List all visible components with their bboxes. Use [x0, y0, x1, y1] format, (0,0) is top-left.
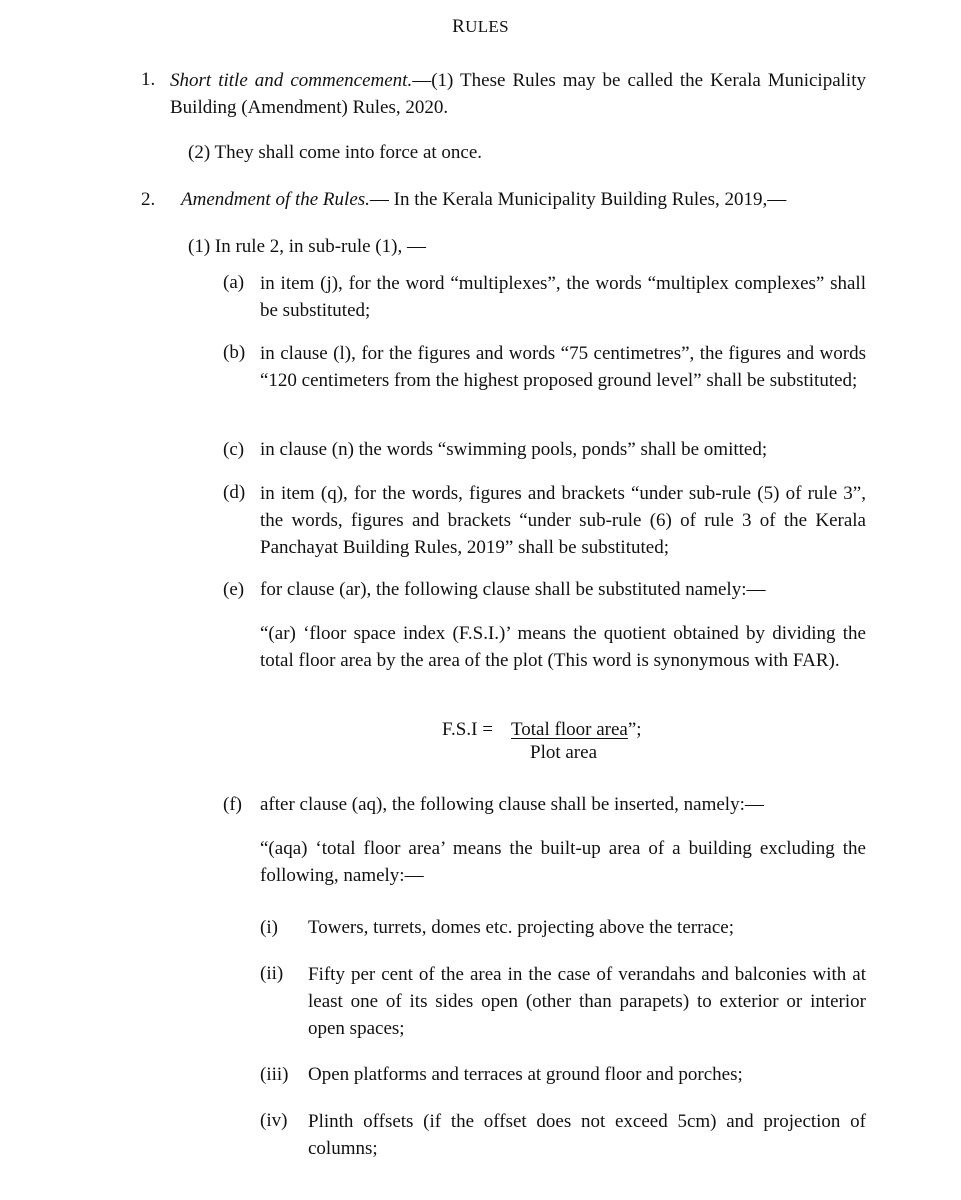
clause-text: in item (j), for the word “multiplexes”, the words “multiplex complexes” shall be substituted;: [260, 273, 866, 321]
clause-label: (b): [223, 342, 246, 363]
exclusion-text: Plinth offsets (if the offset does not exceed 5cm) and projection of columns;: [308, 1111, 866, 1159]
clause-label: (f): [223, 794, 242, 815]
clause-label: (c): [223, 439, 245, 460]
exclusion-label: (ii): [260, 963, 284, 984]
fsi-definition: “(ar) ‘floor space index (F.S.I.)’ means the quotient obtained by dividing the total floor area by the area of the plot (This word is synonymous with FAR).: [260, 623, 866, 671]
rule-1-text: —(1) These Rules may be called the Kerala Municipality Building (Amendment) Rules, 2020.: [170, 70, 866, 118]
rule-2-subrule-1: (1) In rule 2, in sub-rule (1), —: [188, 236, 426, 257]
exclusion-label: (i): [260, 917, 278, 938]
exclusion-label: (iv): [260, 1110, 288, 1131]
page-heading: RULES: [452, 16, 509, 37]
rule-1-subrule-2: (2) They shall come into force at once.: [188, 142, 483, 163]
exclusion-text: Towers, turrets, domes etc. projecting above the terrace;: [308, 917, 734, 938]
formula-numerator: Total floor area: [511, 719, 628, 740]
clause-text: in clause (l), for the figures and words “75 centimetres”, the figures and words “120 centimeters from the highest proposed ground level” shall be substituted;: [260, 343, 866, 391]
rule-2-number: 2.: [141, 189, 156, 210]
clause-label: (d): [223, 482, 246, 503]
clause-text: for clause (ar), the following clause shall be substituted namely:—: [260, 579, 766, 600]
rule-1-title: Short title and commencement.: [170, 70, 413, 91]
exclusion-text: Fifty per cent of the area in the case of verandahs and balconies with at least one of its sides open (other than parapets) to exterior or interior open spaces;: [308, 964, 866, 1039]
formula-denominator: Plot area: [530, 742, 598, 763]
clause-text: in item (q), for the words, figures and brackets “under sub-rule (5) of rule 3”, the words, figures and brackets “under sub-rule (6) of rule 3 of the Kerala Panchayat Building Rules, 2019” shall be substituted;: [260, 483, 866, 558]
rule-1-number: 1.: [141, 69, 156, 90]
clause-text: in clause (n) the words “swimming pools, ponds” shall be omitted;: [260, 439, 768, 460]
formula-lhs: F.S.I =: [442, 719, 493, 740]
aqa-definition: “(aqa) ‘total floor area’ means the built-up area of a building excluding the following, namely:—: [260, 838, 866, 886]
rule-2-text: — In the Kerala Municipality Building Rules, 2019,—: [369, 189, 787, 210]
clause-text: after clause (aq), the following clause shall be inserted, namely:—: [260, 794, 764, 815]
exclusion-label: (iii): [260, 1064, 289, 1085]
rule-1-paragraph: [170, 67, 866, 121]
clause-label: (a): [223, 272, 245, 293]
formula-numerator-line: [511, 719, 642, 741]
formula-tail: ”;: [627, 719, 642, 740]
clause-label: (e): [223, 579, 245, 600]
rule-2-title: Amendment of the Rules.: [181, 189, 370, 210]
exclusion-text: Open platforms and terraces at ground floor and porches;: [308, 1064, 743, 1085]
rule-2-paragraph: [181, 189, 871, 211]
